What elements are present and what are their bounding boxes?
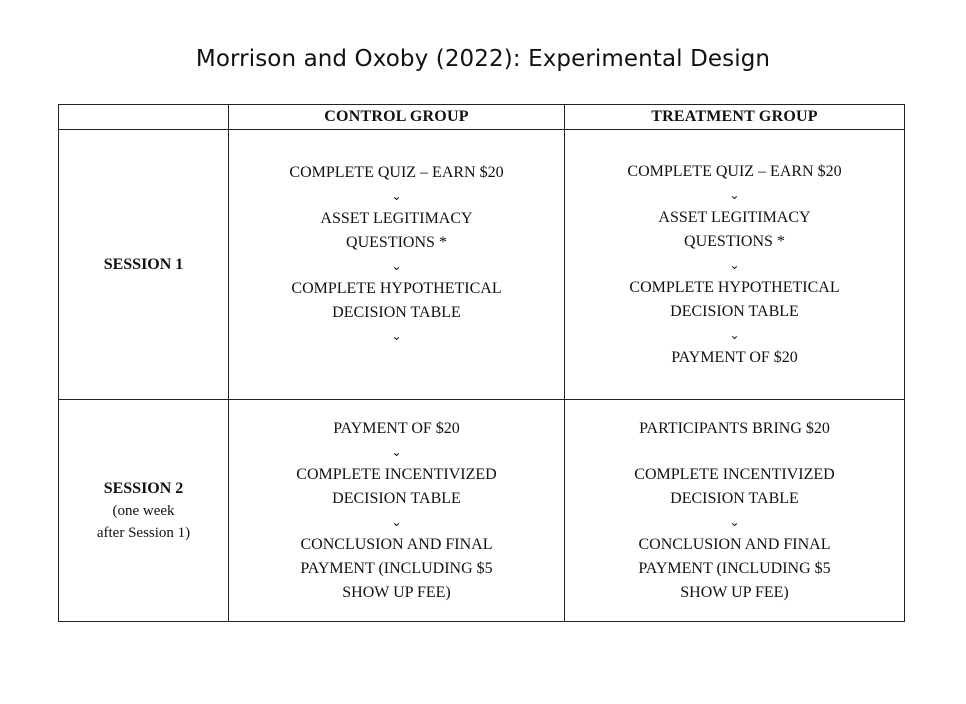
down-arrow-icon: ⌄ xyxy=(391,188,402,203)
s1-treatment-step-asset-b: QUESTIONS * xyxy=(684,232,785,250)
s1-treatment-step-payment: PAYMENT OF $20 xyxy=(671,348,798,366)
s2-treatment-gap xyxy=(565,441,904,463)
s1-control-step-quiz: COMPLETE QUIZ – EARN $20 xyxy=(289,163,504,181)
session2-treatment-cell xyxy=(565,400,905,622)
down-arrow-icon: ⌄ xyxy=(729,514,740,529)
session2-sublabel-1: (one week xyxy=(112,502,175,519)
down-arrow-icon: ⌄ xyxy=(391,514,402,529)
header-control-group: CONTROL GROUP xyxy=(229,105,565,130)
header-treatment-group: TREATMENT GROUP xyxy=(565,105,905,130)
s2-control-step-final-c: SHOW UP FEE) xyxy=(342,583,451,601)
down-arrow-icon: ⌄ xyxy=(729,257,740,272)
down-arrow-icon: ⌄ xyxy=(391,328,402,343)
session2-label: SESSION 2 xyxy=(103,479,184,497)
down-arrow-icon: ⌄ xyxy=(729,327,740,342)
down-arrow-icon: ⌄ xyxy=(391,444,402,459)
session1-row xyxy=(59,130,905,400)
session1-label-cell xyxy=(59,130,229,400)
s2-treatment-step-final-c: SHOW UP FEE) xyxy=(680,583,789,601)
s1-control-step-asset-a: ASSET LEGITIMACY xyxy=(320,209,473,227)
session2-row xyxy=(59,400,905,622)
session1-control-cell xyxy=(229,130,565,400)
s1-control-step-hypo-a: COMPLETE HYPOTHETICAL xyxy=(291,279,502,297)
s1-treatment-step-asset-a: ASSET LEGITIMACY xyxy=(658,208,811,226)
s2-treatment-step-incent-b: DECISION TABLE xyxy=(670,489,799,507)
s2-treatment-step-final-b: PAYMENT (INCLUDING $5 xyxy=(638,559,831,577)
session2-control-cell xyxy=(229,400,565,622)
s2-control-step-payment: PAYMENT OF $20 xyxy=(333,419,460,437)
s1-treatment-step-quiz: COMPLETE QUIZ – EARN $20 xyxy=(627,162,842,180)
session2-label-cell xyxy=(59,400,229,622)
down-arrow-icon: ⌄ xyxy=(391,258,402,273)
diagram-title: Morrison and Oxoby (2022): Experimental Design xyxy=(195,46,771,72)
session1-label: SESSION 1 xyxy=(103,255,184,273)
header-blank-cell xyxy=(59,105,229,130)
s2-control-step-final-a: CONCLUSION AND FINAL xyxy=(300,535,493,553)
session2-sublabel-2: after Session 1) xyxy=(96,524,191,541)
s1-treatment-step-hypo-b: DECISION TABLE xyxy=(670,302,799,320)
s1-treatment-step-hypo-a: COMPLETE HYPOTHETICAL xyxy=(629,278,840,296)
design-table xyxy=(58,104,905,622)
s1-control-empty-step xyxy=(229,347,564,369)
s1-control-step-hypo-b: DECISION TABLE xyxy=(332,303,461,321)
s2-treatment-step-incent-a: COMPLETE INCENTIVIZED xyxy=(634,465,835,483)
s1-control-step-asset-b: QUESTIONS * xyxy=(346,233,447,251)
s2-control-step-final-b: PAYMENT (INCLUDING $5 xyxy=(300,559,493,577)
header-row xyxy=(59,105,905,130)
s2-treatment-step-final-a: CONCLUSION AND FINAL xyxy=(638,535,831,553)
s2-control-step-incent-b: DECISION TABLE xyxy=(332,489,461,507)
s2-control-step-incent-a: COMPLETE INCENTIVIZED xyxy=(296,465,497,483)
down-arrow-icon: ⌄ xyxy=(729,187,740,202)
session1-treatment-cell xyxy=(565,130,905,400)
s2-treatment-step-bring: PARTICIPANTS BRING $20 xyxy=(639,419,830,437)
